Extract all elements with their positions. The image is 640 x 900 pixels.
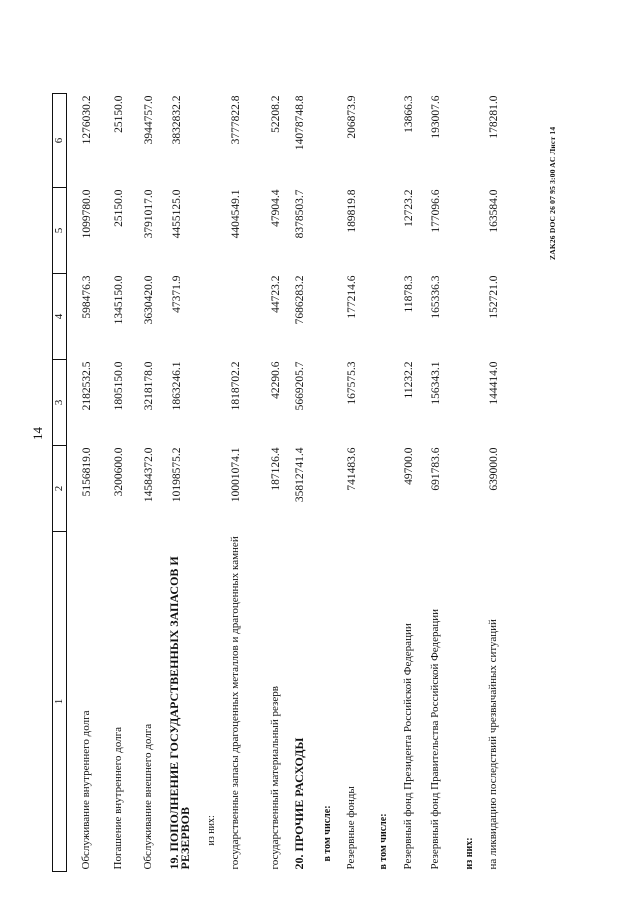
cell: 10198575.2 <box>170 447 183 503</box>
cell: 44723.2 <box>269 275 282 313</box>
table-row <box>316 94 338 872</box>
cell <box>198 94 224 188</box>
table-row <box>424 94 452 872</box>
cell <box>368 94 394 188</box>
cell: 7686283.2 <box>293 275 306 325</box>
cell: 47371.9 <box>170 275 183 313</box>
cell: 49700.0 <box>402 447 415 485</box>
cell: 12723.2 <box>402 189 415 227</box>
cell: 42290.6 <box>269 361 282 399</box>
cell: 3791017.0 <box>142 189 155 239</box>
table-row <box>260 94 290 872</box>
cell: 13866.3 <box>402 95 415 133</box>
cell <box>198 274 224 360</box>
cell: 177214.6 <box>345 275 358 319</box>
cell <box>316 94 338 188</box>
cell: 47904.4 <box>269 189 282 227</box>
row-label: 19. ПОПОЛНЕНИЕ ГОСУДАРСТВЕННЫХ ЗАПАСОВ И РЕЗЕРВОВ <box>166 556 192 870</box>
cell: 3777822.8 <box>229 95 242 145</box>
cell: 3200600.0 <box>112 447 125 497</box>
cell: 193007.6 <box>429 95 442 139</box>
cell <box>224 274 260 360</box>
row-label: Резервный фонд Президента Российской Федерации <box>401 623 414 870</box>
row-label: Резервные фонды <box>344 786 357 870</box>
table-row <box>368 94 394 872</box>
budget-table <box>52 93 512 872</box>
row-label: Обслуживание внешнего долга <box>141 723 154 870</box>
row-label: из них: <box>463 837 475 870</box>
cell <box>316 446 338 532</box>
table-row <box>164 94 198 872</box>
cell: 691783.6 <box>429 447 442 491</box>
cell <box>316 360 338 446</box>
cell: 1345150.0 <box>112 275 125 325</box>
cell: 152721.0 <box>487 275 500 319</box>
cell: 3218178.0 <box>142 361 155 411</box>
cell <box>452 446 480 532</box>
row-label: государственный материальный резерв <box>268 686 281 870</box>
cell: 1276030.2 <box>81 95 93 145</box>
cell <box>452 274 480 360</box>
row-label: на ликвидацию последствий чрезвычайных ситуаций <box>486 619 499 870</box>
cell: 206873.9 <box>345 95 358 139</box>
cell: 10001074.1 <box>229 447 242 503</box>
cell: 156343.1 <box>429 361 442 405</box>
cell <box>198 360 224 446</box>
table-row <box>338 94 368 872</box>
col-header-2: 2 <box>53 446 67 532</box>
cell <box>452 94 480 188</box>
cell: 5156819.0 <box>81 447 93 497</box>
cell: 11232.2 <box>402 361 415 399</box>
row-label: в том числе: <box>377 813 389 870</box>
cell: 25150.0 <box>112 189 125 227</box>
cell <box>452 188 480 274</box>
row-label: Обслуживание внутреннего долга <box>80 710 92 870</box>
cell: 3944757.0 <box>142 95 155 145</box>
row-label: в том числе: <box>321 805 333 862</box>
cell <box>198 188 224 274</box>
cell: 1805150.0 <box>112 361 125 411</box>
cell: 25150.0 <box>112 95 125 133</box>
col-header-6: 6 <box>53 94 67 188</box>
row-label: 20. ПРОЧИЕ РАСХОДЫ <box>291 737 306 870</box>
cell: 14584372.0 <box>142 447 155 503</box>
page-number: 14 <box>30 427 45 440</box>
row-label: Резервный фонд Правительства Российской Федерации <box>428 608 441 870</box>
cell: 177096.6 <box>429 189 442 233</box>
cell: 1818702.2 <box>229 361 242 411</box>
table-row <box>224 94 260 872</box>
table-row <box>452 94 480 872</box>
col-header-3: 3 <box>53 360 67 446</box>
footer-reference: ZAK26 DOC 26 07 95 3:00 AC Лист 14 <box>548 126 557 260</box>
cell: 1099780.0 <box>81 189 93 239</box>
table-row <box>480 94 512 872</box>
row-label: государственные запасы драгоценных металлов и драгоценных камней <box>228 536 241 870</box>
cell: 178281.0 <box>487 95 500 139</box>
cell: 11878.3 <box>402 275 415 313</box>
col-header-1: 1 <box>53 532 67 872</box>
row-label: из них: <box>205 815 217 846</box>
column-header-row <box>53 94 67 872</box>
cell: 8378503.7 <box>293 189 306 239</box>
cell: 598476.3 <box>81 275 93 319</box>
cell: 163584.0 <box>487 189 500 233</box>
table-row <box>198 94 224 872</box>
cell <box>316 188 338 274</box>
cell: 4404549.1 <box>229 189 242 239</box>
cell <box>198 446 224 532</box>
cell <box>452 360 480 446</box>
cell: 4455125.0 <box>170 189 183 239</box>
cell: 741483.6 <box>345 447 358 491</box>
cell: 1863246.1 <box>170 361 183 411</box>
cell <box>316 274 338 360</box>
cell: 3630420.0 <box>142 275 155 325</box>
table-row <box>134 94 164 872</box>
cell <box>368 446 394 532</box>
cell: 3832832.2 <box>170 95 183 145</box>
cell: 144414.0 <box>487 361 500 405</box>
cell: 5669205.7 <box>293 361 306 411</box>
row-label: Погашение внутреннего долга <box>111 727 124 870</box>
col-header-4: 4 <box>53 274 67 360</box>
cell: 35812741.4 <box>293 447 306 503</box>
cell: 639000.0 <box>487 447 500 491</box>
table-row <box>290 94 316 872</box>
cell: 189819.8 <box>345 189 358 233</box>
cell: 2182532.5 <box>81 361 93 411</box>
cell: 187126.4 <box>269 447 282 491</box>
cell: 167575.3 <box>345 361 358 405</box>
cell <box>368 188 394 274</box>
cell: 14078748.8 <box>293 95 306 151</box>
cell <box>368 360 394 446</box>
table-row <box>67 94 104 872</box>
cell: 165336.3 <box>429 275 442 319</box>
table-row <box>394 94 424 872</box>
cell <box>368 274 394 360</box>
col-header-5: 5 <box>53 188 67 274</box>
cell: 52208.2 <box>269 95 282 133</box>
table-row <box>104 94 134 872</box>
